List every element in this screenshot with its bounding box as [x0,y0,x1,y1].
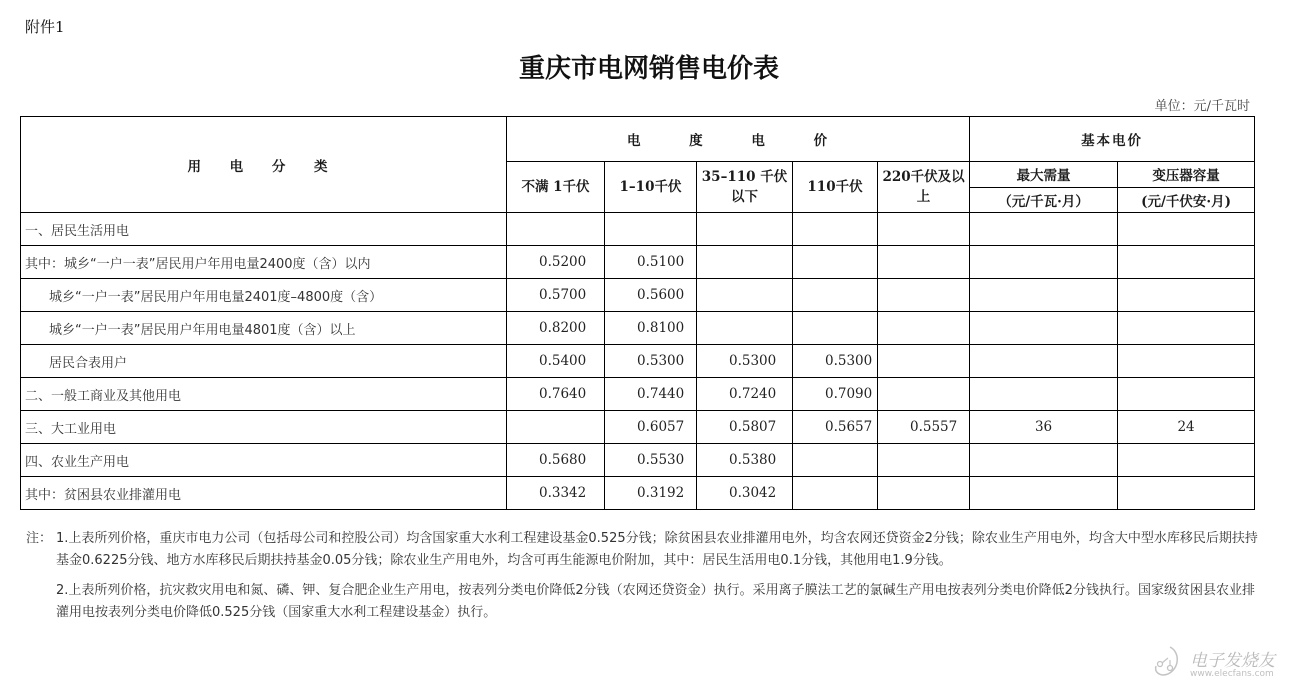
cell-value [1118,345,1255,378]
cell-value [793,213,878,246]
table-row [21,477,1255,510]
header-col-max-demand: 最大需量 [970,162,1118,188]
table-row [21,312,1255,345]
page-title: 重庆市电网销售电价表 [518,54,779,84]
cell-value: 0.5700 [507,279,605,312]
notes-spacer [26,580,56,624]
cell-value [970,345,1118,378]
header-max-demand-unit: （元/千瓦·月） [970,187,1118,213]
cell-value [878,312,970,345]
price-table [20,116,1255,510]
cell-value [1118,444,1255,477]
table-row [21,279,1255,312]
cell-value: 0.5200 [507,246,605,279]
cell-value: 0.5807 [697,411,793,444]
cell-value: 0.8100 [605,312,697,345]
cell-value [793,279,878,312]
cell-value [1118,477,1255,510]
cell-value: 24 [1118,411,1255,444]
cell-value: 0.5300 [605,345,697,378]
cell-value [605,213,697,246]
cell-value [878,246,970,279]
cell-value: 0.5600 [605,279,697,312]
cell-value: 0.7440 [605,378,697,411]
row-category: 其中：城乡“一户一表”居民用户年用电量2400度（含）以内 [21,246,507,279]
cell-value [878,213,970,246]
cell-value: 0.3042 [697,477,793,510]
row-category: 三、大工业用电 [21,411,507,444]
cell-value: 0.5380 [697,444,793,477]
note-2 [26,580,1266,624]
cell-value [1118,246,1255,279]
header-energy-price: 电 度 电 价 [507,117,970,162]
header-basic-price: 基本电价 [970,117,1255,162]
cell-value: 36 [970,411,1118,444]
cell-value [1118,213,1255,246]
table-row [21,246,1255,279]
row-category: 其中：贫困县农业排灌用电 [21,477,507,510]
cell-value: 0.5530 [605,444,697,477]
cell-value: 0.8200 [507,312,605,345]
cell-value [507,213,605,246]
watermark [1150,640,1298,690]
cell-value: 0.5300 [697,345,793,378]
row-category: 二、一般工商业及其他用电 [21,378,507,411]
cell-value [970,312,1118,345]
table-row [21,378,1255,411]
cell-value [793,444,878,477]
cell-value [697,213,793,246]
watermark-url: www.elecfans.com [1190,669,1274,679]
cell-value: 0.3192 [605,477,697,510]
row-category: 居民合表用户 [21,345,507,378]
cell-value: 0.6057 [605,411,697,444]
cell-value: 0.3342 [507,477,605,510]
cell-value [970,279,1118,312]
cell-value [970,378,1118,411]
cell-value: 0.7240 [697,378,793,411]
cell-value [697,312,793,345]
table-row [21,444,1255,477]
note-text: 1.上表所列价格，重庆市电力公司（包括母公司和控股公司）均含国家重大水利工程建设基金0.525分钱；除贫困县农业排灌用电外，均含农网还贷资金2分钱；除农业生产用电外，均含大中型水库移民后期扶持基金0.6225分钱、地方水库移民后期扶持基金0.05分钱；除农业生产用电外，均含可再生能源电价附加，其中：居民生活用电0.1分钱，其他用电1.9分钱。 [56,531,1258,568]
cell-value [793,477,878,510]
notes-label: 注： [26,531,53,546]
cell-value [507,411,605,444]
cell-value: 0.7640 [507,378,605,411]
elecfans-logo-icon [1150,644,1184,678]
cell-value: 0.5400 [507,345,605,378]
attachment-label: 附件1 [25,18,65,36]
cell-value [697,246,793,279]
row-category: 四、农业生产用电 [21,444,507,477]
cell-value: 0.5557 [878,411,970,444]
table-row [21,213,1255,246]
cell-value [1118,378,1255,411]
table-row [21,411,1255,444]
row-category: 一、居民生活用电 [21,213,507,246]
header-col-transformer-capacity: 变压器容量 [1118,162,1255,188]
header-col-35-110kv: 35–110 千伏以下 [697,162,793,213]
cell-value: 0.5680 [507,444,605,477]
header-col-220kv: 220千伏及以上 [878,162,970,213]
row-category: 城乡“一户一表”居民用户年用电量4801度（含）以上 [21,312,507,345]
cell-value: 0.5100 [605,246,697,279]
table-row [21,345,1255,378]
notes-section [26,528,1266,624]
cell-value [697,279,793,312]
cell-value: 0.5300 [793,345,878,378]
cell-value [878,444,970,477]
row-category: 城乡“一户一表”居民用户年用电量2401度–4800度（含） [21,279,507,312]
cell-value [793,312,878,345]
header-col-110kv: 110千伏 [793,162,878,213]
cell-value [1118,279,1255,312]
cell-value [970,444,1118,477]
header-col-below-1kv: 不满 1千伏 [507,162,605,213]
note-1 [26,528,1266,572]
cell-value [970,477,1118,510]
cell-value [1118,312,1255,345]
header-transformer-unit: (元/千伏安·月) [1118,187,1255,213]
cell-value [970,246,1118,279]
cell-value [878,378,970,411]
cell-value [878,345,970,378]
cell-value: 0.5657 [793,411,878,444]
cell-value: 0.7090 [793,378,878,411]
watermark-name: 电子发烧友 [1190,651,1275,671]
header-col-1-10kv: 1–10千伏 [605,162,697,213]
unit-label: 单位：元/千瓦时 [1154,99,1250,114]
cell-value [878,477,970,510]
cell-value [970,213,1118,246]
note-text: 2.上表所列价格，抗灾救灾用电和氮、磷、钾、复合肥企业生产用电，按表列分类电价降低2分钱（农网还贷资金）执行。采用离子膜法工艺的氯碱生产用电按表列分类电价降低2分钱执行。国家级贫困县农业排灌用电按表列分类电价降低0.525分钱（国家重大水利工程建设基金）执行。 [56,583,1255,620]
cell-value [793,246,878,279]
header-category: 用 电 分 类 [21,117,507,213]
cell-value [878,279,970,312]
